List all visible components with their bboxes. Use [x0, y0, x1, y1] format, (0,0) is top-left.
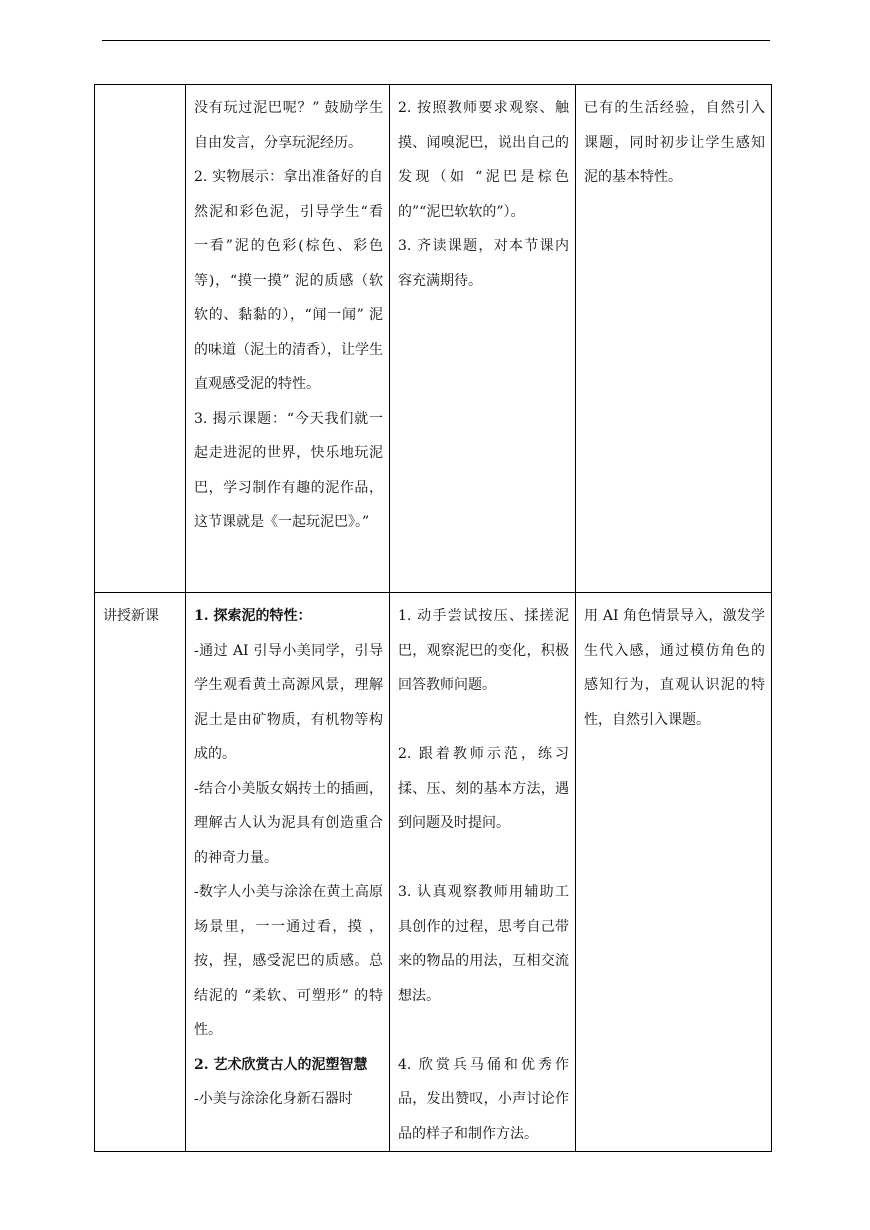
teacher-paragraph: 3. 揭示课题：“今天我们就一起走进泥的世界，快乐地玩泥巴，学习制作有趣的泥作品，这节课就是《一起玩泥巴》。” [194, 410, 383, 530]
table-row [95, 85, 772, 593]
design-intent-cell [576, 85, 772, 593]
teacher-activity-cell [186, 85, 390, 593]
design-intent-cell [576, 593, 772, 1152]
teacher-paragraph: -小美与涂涂化身新石器时 [194, 1091, 353, 1107]
stage-label: 讲授新课 [103, 608, 159, 624]
table-row [95, 593, 772, 1152]
stage-cell [95, 593, 186, 1152]
student-paragraph: 3. 齐读课题，对本节课内容充满期待。 [398, 238, 569, 289]
section-heading: 2. 艺术欣赏古人的泥塑智慧 [194, 1056, 368, 1073]
student-paragraph: 1. 动手尝试按压、揉搓泥巴，观察泥巴的变化，积极回答教师问题。 [398, 608, 569, 693]
student-paragraph: 3. 认真观察教师用辅助工具创作的过程，思考自己带来的物品的用法，互相交流想法。 [398, 884, 569, 1004]
teacher-paragraph: 没有玩过泥巴呢？” 鼓励学生自由发言，分享玩泥经历。 [194, 100, 383, 151]
student-paragraph: 2. 按照教师要求观察、触摸、闻嗅泥巴，说出自己的发现（如 “泥巴是棕色的”“泥巴软软的”）。 [398, 100, 569, 220]
section-heading: 1. 探索泥的特性： [194, 608, 312, 624]
teacher-paragraph: 2. 实物展示：拿出准备好的自然泥和彩色泥，引导学生“看一看”泥的色彩(棕色、彩色等)，“摸一摸” 泥的质感（软软的、黏黏的），“闻一闻” 泥的味道（泥土的清香），让学生直观感受泥的特性。 [194, 169, 383, 392]
design-paragraph: 用 AI 角色情景导入，激发学生代入感，通过模仿角色的感知行为，直观认识泥的特性，自然引入课题。 [584, 608, 765, 728]
student-activity-cell [390, 85, 576, 593]
teacher-paragraph: -数字人小美与涂涂在黄土高原场景里，一一通过看，摸 ，按，捏，感受泥巴的质感。总结泥的 “柔软、可塑形” 的特性。 [194, 884, 383, 1038]
student-paragraph: 4. 欣赏兵马俑和优秀作品，发出赞叹，小声讨论作品的样子和制作方法。 [398, 1056, 569, 1142]
lesson-plan-table [94, 84, 772, 1152]
teacher-paragraph: -结合小美版女娲抟土的插画，理解古人认为泥具有创造重合的神奇力量。 [194, 780, 383, 866]
teacher-activity-cell [186, 593, 390, 1152]
stage-cell [95, 85, 186, 593]
design-paragraph: 已有的生活经验，自然引入课题，同时初步让学生感知泥的基本特性。 [584, 100, 765, 185]
teacher-paragraph: -通过 AI 引导小美同学，引导学生观看黄土高源风景，理解泥土是由矿物质，有机物等构成的。 [194, 642, 383, 762]
student-paragraph: 2. 跟着教师示范，练习揉、压、刻的基本方法，遇到问题及时提问。 [398, 746, 569, 831]
student-activity-cell [390, 593, 576, 1152]
header-rule [102, 40, 770, 41]
